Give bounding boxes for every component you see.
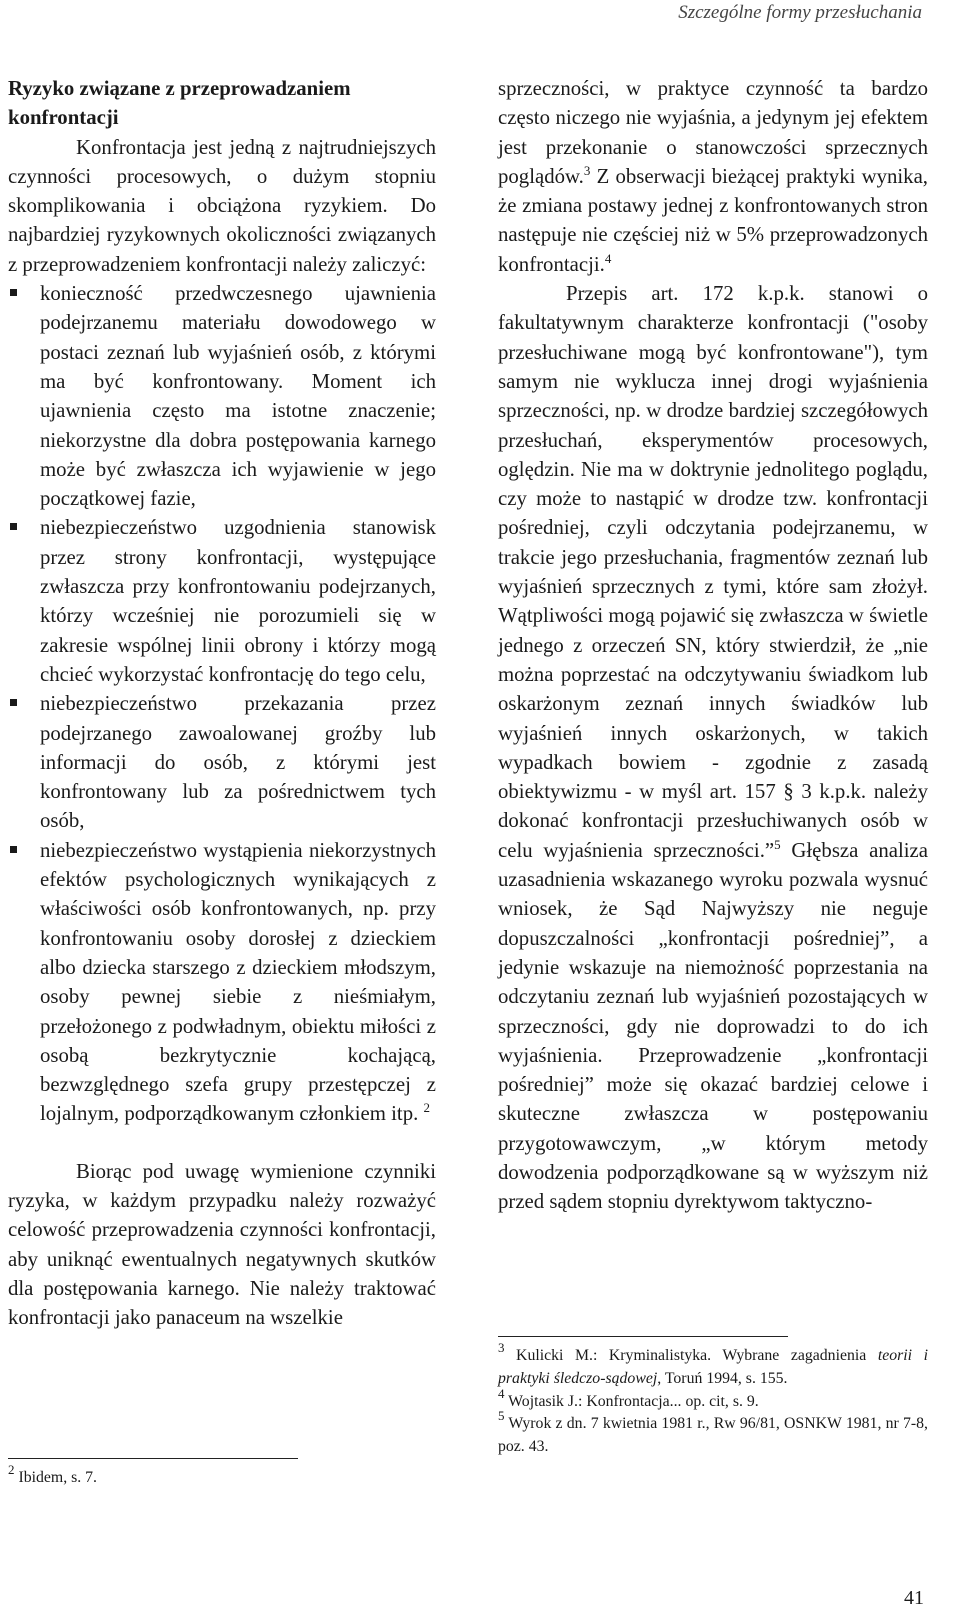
footnote-text: Ibidem, s. 7. [14, 1469, 97, 1486]
risk-list [8, 279, 436, 1129]
footnote-title-italic: teorii i praktyki śledczo-sądowej [498, 1347, 928, 1387]
footnote-text: Wyrok z dn. 7 kwietnia 1981 r., Rw 96/81, OSNKW 1981, nr 7-8, poz. 43. [498, 1415, 928, 1456]
footnote-area-right [498, 1340, 928, 1459]
running-title: Szczególne formy przesłuchania [678, 2, 922, 23]
risk-item-3: niebezpieczeństwo przekazania przez podejrzanego zawoalowanej groźby lub informacji do osób, z którymi jest konfrontowany lub za pośrednictwem tych osób, [8, 689, 436, 835]
section-heading: Ryzyko związane z przeprowadzaniem konfrontacji [8, 77, 351, 130]
art172-paragraph [498, 279, 928, 1217]
footnote-4 [498, 1385, 928, 1414]
risk-item-4-text: niebezpieczeństwo wystąpienia niekorzystnych efektów psychologicznych wynikających z właściwości osób konfrontowanych, np. przy konfrontowaniu osoby dorosłej z dzieckiem albo dziecka starszego z dzieckiem młodszym, osoby pewnej siebie z nieśmiałym, przełożonego z podwładnym, obiektu miłości z osobą bezkrytycznie kochającą, bezwzględnego szefa grupy przestępczej z lojalnym, podporządkowanym członkiem itp. [40, 838, 436, 1126]
risk-item-1: konieczność przedwczesnego ujawnienia podejrzanemu materiału dowodowego w postaci zeznań lub wyjaśnień osób, z którymi ma być konfrontowany. Moment ich ujawnienia często ma istotne znaczenie; niekorzystne dla dobra postępowania karnego może być zwłaszcza ich wyjawienie w jego początkowej fazie, [8, 279, 436, 513]
footnote-text: Wojtasik J.: Konfrontacja... op. cit, s. 9. [504, 1392, 759, 1410]
continuation-paragraph [498, 74, 928, 279]
footnote-number: 3 [498, 1340, 505, 1355]
footnote-ref-3[interactable]: 3 [583, 162, 591, 178]
footnote-area-left [8, 1462, 436, 1490]
footnote-author: Kulicki M.: [504, 1347, 609, 1364]
para2-text-a: Przepis art. 172 k.p.k. stanowi o fakultatywnym charakterze konfrontacji ("osoby przesłuchiwane mogą być konfrontowane"), tym samym nie wyklucza innej drogi wyjaśnienia sprzeczności, np. w drodze bardziej szczegółowych przesłuchań, eksperymentów procesowych, oględzin. Nie ma w doktrynie jednolitego poglądu, czy może to nastąpić w drodze tzw. konfrontacji pośredniej, czyli odczytania podejrzanemu, w trakcie jego przesłuchania, fragmentów zeznań lub wyjaśnień sprzecznych z tymi, które sam złożył. Wątpliwości mogą pojawić się zwłaszcza w świetle jednego z orzeczeń SN, który stwierdził, że „nie można poprzestać na odczytywaniu świadkom lub oskarżonym zeznań innych świadków lub wyjaśnień innych oskarżonych, w takich wypadkach bowiem - zgodnie z zasadą obiektywizmu - w myśl art. 157 § 3 k.p.k. należy dokonać konfrontacji przesłuchiwanych osób w celu wyjaśnienia sprzeczności.” [498, 282, 928, 862]
intro-paragraph: Konfrontacja jest jedną z najtrudniejszych czynności procesowych, o dużym stopniu skomplikowania i obciążona ryzykiem. Do najbardziej ryzykownych okoliczności związanych z przeprowadzeniem konfrontacji należy zaliczyć: [8, 135, 436, 276]
para1-text-a: sprzeczności, w praktyce czynność ta bardzo często niczego nie wyjaśnia, a jedynym jej efektem jest przekonanie o stanowczości sprzecznych poglądów. [498, 77, 928, 188]
footnote-divider [8, 1458, 298, 1459]
risk-item-2: niebezpieczeństwo uzgodnienia stanowisk przez strony konfrontacji, występujące zwłaszcza przy konfrontowaniu podejrzanych, którzy wcześniej nie porozumieli się w zakresie wspólnej linii obrony i którzy mogą chcieć wykorzystać konfrontację do tego celu, [8, 513, 436, 689]
right-column [498, 74, 928, 1217]
left-column [8, 74, 436, 1332]
footnote-title: Kryminalistyka. Wybrane zagadnienia [608, 1347, 867, 1364]
footnote-number: 5 [498, 1408, 505, 1424]
para1-text-b: Z obserwacji bieżącej praktyki wynika, że zmiana postawy jednej z konfrontowanych stron następuje nie częściej niż w 5% przeprowadzonych konfrontacji. [498, 164, 928, 276]
footnote-5 [498, 1408, 928, 1459]
footnote-2 [8, 1462, 436, 1490]
para2-text-b: Głębsza analiza uzasadnienia wskazanego wyroku pozwala wysnuć wniosek, że Sąd Najwyższy nie neguje dopuszczalności „konfrontacji pośredniej”, a jedynie wskazuje na niemożność poprzestania na odczytaniu zeznań lub wyjaśnień pozostających w sprzeczności, gdy nie doprowadzi to do ich wyjaśnienia. Przeprowadzenie „konfrontacji pośredniej” może się okazać bardziej celowe i skuteczne zwłaszcza w postępowaniu przygotowawczym, „w którym metody dowodzenia podporządkowane są w wyższym niż przed sądem stopniu dyrektywom taktyczno- [498, 838, 928, 1214]
footnote-divider-right [498, 1336, 788, 1337]
footnote-ref-2[interactable]: 2 [423, 1100, 431, 1116]
footnote-ref-4[interactable]: 4 [604, 250, 612, 266]
footnote-rest: , Toruń 1994, s. 155. [657, 1369, 788, 1387]
page-number: 41 [904, 1587, 924, 1609]
footnote-ref-5[interactable]: 5 [774, 836, 781, 852]
footnote-number: 2 [8, 1462, 15, 1477]
footnote-3 [498, 1340, 928, 1391]
footnote-number: 4 [498, 1385, 505, 1401]
risk-item-4 [8, 836, 436, 1129]
closing-paragraph: Biorąc pod uwagę wymienione czynniki ryzyka, w każdym przypadku należy rozważyć celowość przeprowadzenia czynności konfrontacji, aby uniknąć ewentualnych negatywnych skutków dla postępowania karnego. Nie należy traktować konfrontacji jako panaceum na wszelkie [8, 1159, 436, 1330]
